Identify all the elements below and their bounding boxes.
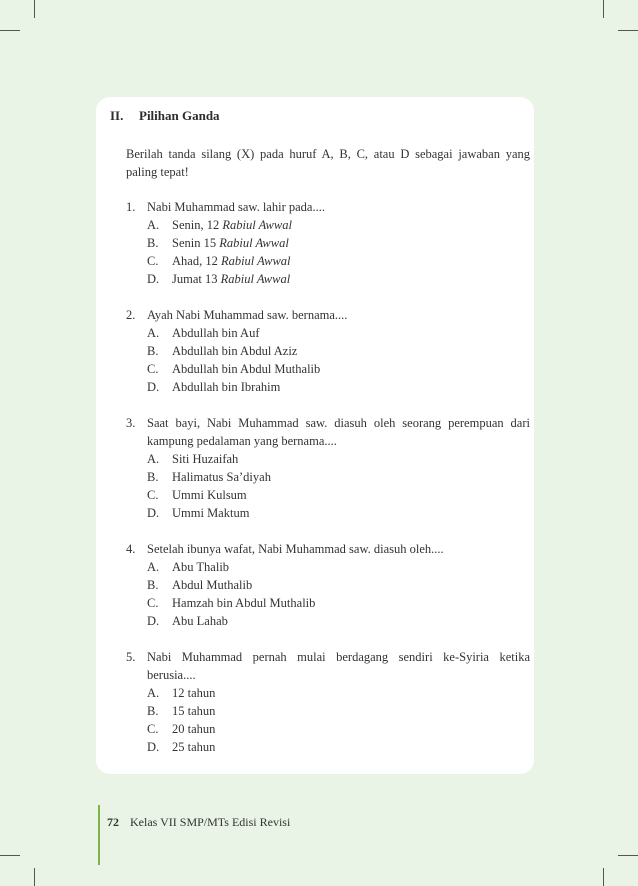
option-letter: B. [147,470,159,484]
question-text: Nabi Muhammad pernah mulai berdagang sendiri ke-Syiria ketika berusia.... [147,650,530,682]
option-letter: D. [147,506,160,520]
option-text-italic: Rabiul Awwal [222,218,292,232]
option-letter: B. [147,704,159,718]
option-letter: B. [147,344,159,358]
option-letter: D. [147,740,160,754]
option-text-plain: Abdullah bin Abdul Aziz [172,344,298,358]
option-text [172,270,290,288]
option-text-plain: Abdullah bin Auf [172,326,260,340]
option-text [172,360,320,378]
option-text [172,378,280,396]
option-text-plain: Ahad, 12 [172,254,218,268]
option-text [172,612,228,630]
option-letter: A. [147,452,160,466]
option-letter: B. [147,236,159,250]
option-text-plain: 25 tahun [172,740,216,754]
option-text [172,504,249,522]
option-letter: C. [147,722,159,736]
option-letter: A. [147,326,160,340]
option-letter: C. [147,254,159,268]
option-text [172,342,297,360]
crop-mark [603,0,604,18]
answer-option[interactable] [147,612,530,630]
page-number: 72 [107,815,119,829]
answer-option[interactable] [147,342,530,360]
option-text-plain: Hamzah bin Abdul Muthalib [172,596,316,610]
option-text-italic: Rabiul Awwal [220,254,291,268]
answer-option[interactable] [147,234,530,252]
option-text-plain: Ummi Maktum [172,506,250,520]
option-text [172,324,260,342]
question-item [126,414,530,522]
answer-option[interactable] [147,720,530,738]
footer-accent-bar [98,805,100,865]
answer-option[interactable] [147,558,530,576]
option-text-plain: Ummi Kulsum [172,488,247,502]
question-number: 2. [126,308,136,322]
option-letter: D. [147,380,160,394]
option-text [172,702,215,720]
page-footer [107,815,290,830]
option-text [172,216,292,234]
question-item [126,306,530,396]
book-title: Kelas VII SMP/MTs Edisi Revisi [130,815,291,829]
option-text [172,594,315,612]
question-number: 4. [126,542,136,556]
answer-option[interactable] [147,378,530,396]
question-item [126,540,530,630]
section-title: Pilihan Ganda [139,108,220,123]
option-letter: C. [147,488,159,502]
answer-option[interactable] [147,216,530,234]
option-text [172,234,289,252]
answer-option[interactable] [147,324,530,342]
crop-mark [0,855,20,856]
option-text [172,720,215,738]
option-letter: C. [147,362,159,376]
crop-mark [0,30,20,31]
answer-option[interactable] [147,684,530,702]
question-number: 3. [126,416,136,430]
option-letter: A. [147,218,160,232]
question-item [126,648,530,756]
option-text-plain: Abdul Muthalib [172,578,253,592]
option-text [172,576,252,594]
question-number: 5. [126,650,136,664]
question-text: Saat bayi, Nabi Muhammad saw. diasuh oleh seorang perempuan dari kampung pedalaman yang bernama.... [147,416,530,448]
option-text-plain: 12 tahun [172,686,216,700]
option-text-plain: Abdullah bin Ibrahim [172,380,281,394]
question-number: 1. [126,200,136,214]
answer-option[interactable] [147,486,530,504]
question-item [126,198,530,288]
option-letter: A. [147,686,160,700]
answer-option[interactable] [147,252,530,270]
option-text-italic: Rabiul Awwal [220,272,291,286]
option-text [172,684,215,702]
option-text [172,252,291,270]
option-text [172,468,271,486]
section-heading [110,108,220,124]
option-text-plain: Abdullah bin Abdul Muthalib [172,362,321,376]
answer-option[interactable] [147,738,530,756]
crop-mark [603,868,604,886]
crop-mark [618,30,638,31]
option-text-plain: Siti Huzaifah [172,452,239,466]
answer-option[interactable] [147,360,530,378]
crop-mark [34,0,35,18]
option-letter: D. [147,614,160,628]
answer-option[interactable] [147,576,530,594]
option-text-plain: Senin, 12 [172,218,220,232]
section-number: II. [110,108,124,123]
question-text: Ayah Nabi Muhammad saw. bernama.... [147,308,348,322]
option-text [172,486,247,504]
instruction-text: Berilah tanda silang (X) pada huruf A, B, C, atau D sebagai jawaban yang paling tepat! [126,147,530,179]
answer-option[interactable] [147,270,530,288]
crop-mark [618,855,638,856]
question-text: Nabi Muhammad saw. lahir pada.... [147,200,325,214]
option-letter: B. [147,578,159,592]
answer-option[interactable] [147,594,530,612]
option-text-plain: Abu Thalib [172,560,230,574]
answer-option[interactable] [147,504,530,522]
answer-option[interactable] [147,468,530,486]
option-text-plain: Senin 15 [172,236,217,250]
answer-option[interactable] [147,450,530,468]
option-text [172,558,229,576]
option-text [172,450,238,468]
option-text-plain: 15 tahun [172,704,216,718]
option-text-plain: 20 tahun [172,722,216,736]
option-letter: C. [147,596,159,610]
option-text [172,738,215,756]
option-text-plain: Jumat 13 [172,272,218,286]
crop-mark [34,868,35,886]
option-text-italic: Rabiul Awwal [219,236,289,250]
option-text-plain: Halimatus Sa’diyah [172,470,271,484]
question-list [126,198,530,756]
option-text-plain: Abu Lahab [172,614,228,628]
option-letter: D. [147,272,160,286]
answer-option[interactable] [147,702,530,720]
option-letter: A. [147,560,160,574]
question-text: Setelah ibunya wafat, Nabi Muhammad saw. diasuh oleh.... [147,542,444,556]
